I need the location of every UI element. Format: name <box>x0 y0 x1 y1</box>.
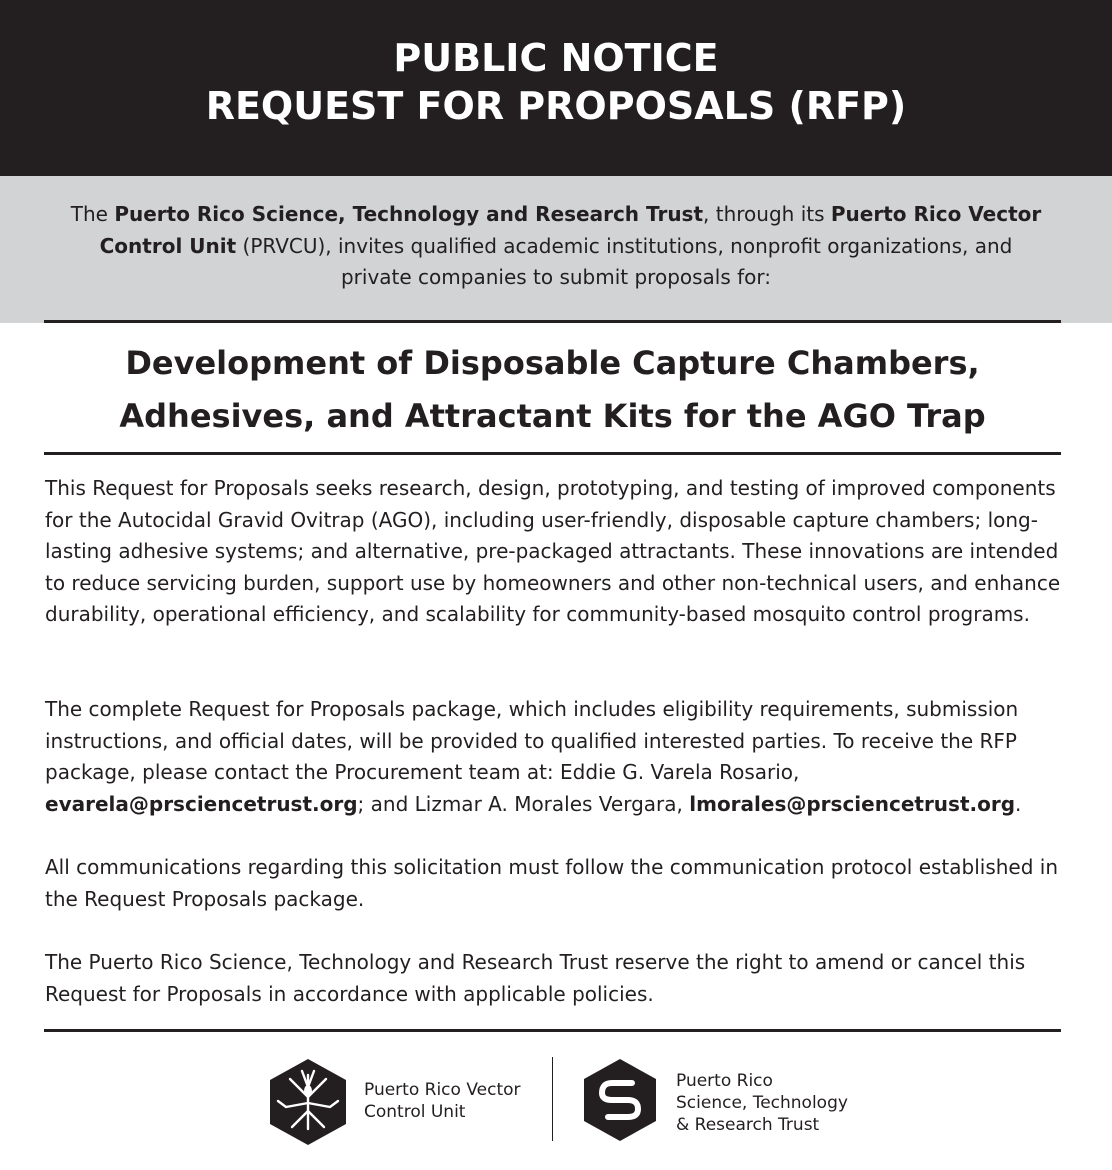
intro-org-trust: Puerto Rico Science, Technology and Research Trust <box>114 202 704 226</box>
logo-text-line: Puerto Rico <box>676 1071 773 1091</box>
divider-rule <box>44 1029 1061 1032</box>
rfp-title <box>44 337 1061 443</box>
email-link-lmorales[interactable]: lmorales@prsciencetrust.org <box>689 791 1016 816</box>
rfp-description-paragraph: This Request for Proposals seeks research, design, prototyping, and testing of improved components for the Autocidal Gravid Ovitrap (AGO), including user-friendly, disposable capture chambers; long-lasting adhesive systems; and alternative, pre-packaged attractants. These innovations are intended to reduce servicing burden, support use by homeowners and other non-technical users, and enhance durability, operational efficiency, and scalability for community-based mosquito control programs. <box>45 476 1061 626</box>
logo-divider <box>552 1057 553 1141</box>
logo-text-line: Puerto Rico Vector <box>364 1080 521 1100</box>
rfp-title-line: Adhesives, and Attractant Kits for the AGO Trap <box>119 397 986 435</box>
paragraph-text: The complete Request for Proposals package, which includes eligibility requirements, submission instructions, and official dates, will be provided to qualified interested parties. To receive the RFP package, please contact the Procurement team at: Eddie G. Varela Rosario, <box>45 697 1019 784</box>
reservation-paragraph: The Puerto Rico Science, Technology and Research Trust reserve the right to amend or cancel this Request for Proposals in accordance with applicable policies. <box>45 950 1026 1006</box>
trust-logo-icon <box>580 1057 660 1143</box>
header-line-public-notice: PUBLIC NOTICE <box>393 36 719 80</box>
intro-text-part: The <box>70 202 115 226</box>
intro-text-part: , through its <box>703 202 831 226</box>
email-link-evarela[interactable]: evarela@prsciencetrust.org <box>45 791 358 816</box>
logo-text-line: Science, Technology <box>676 1093 848 1113</box>
divider-rule <box>44 320 1061 323</box>
header-line-rfp: REQUEST FOR PROPOSALS (RFP) <box>205 84 907 128</box>
footer-logos <box>0 1045 1112 1165</box>
logo-text-line: & Research Trust <box>676 1115 820 1135</box>
prvcu-logo-text <box>364 1079 521 1123</box>
rfp-package-paragraph <box>45 694 1075 820</box>
paragraph-text: ; and Lizmar A. Morales Vergara, <box>357 791 690 816</box>
intro-band <box>0 176 1112 323</box>
logo-text-line: Control Unit <box>364 1102 466 1122</box>
communications-paragraph: All communications regarding this solicitation must follow the communication protocol established in the Request Proposals package. <box>45 855 1059 911</box>
notice-header <box>0 0 1112 176</box>
paragraph-text: . <box>1015 791 1022 816</box>
trust-logo-text <box>676 1070 848 1136</box>
intro-org-prvcu: Puerto Rico Vector Control Unit <box>99 202 1042 258</box>
mosquito-logo-icon <box>266 1057 350 1147</box>
divider-rule <box>44 452 1061 455</box>
intro-text <box>70 199 1042 294</box>
intro-text-part: (PRVCU), invites qualified academic institutions, nonprofit organizations, and private companies to submit proposals for: <box>236 233 1013 289</box>
rfp-title-line: Development of Disposable Capture Chambers, <box>125 344 980 382</box>
